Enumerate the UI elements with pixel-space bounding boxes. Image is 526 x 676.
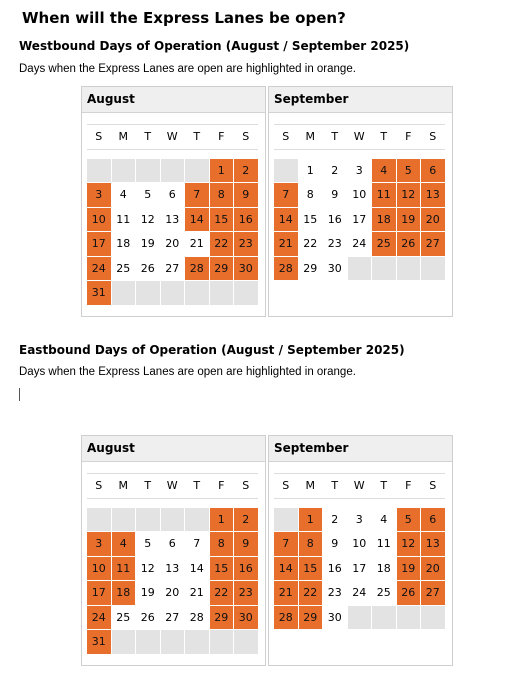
open-day-cell: 12 bbox=[396, 183, 421, 208]
month-title: September bbox=[269, 436, 452, 462]
empty-day-cell bbox=[136, 630, 161, 655]
empty-day-cell bbox=[136, 158, 161, 183]
open-day-cell: 18 bbox=[111, 581, 136, 606]
open-day-cell: 31 bbox=[87, 630, 112, 655]
open-day-cell: 22 bbox=[209, 232, 234, 257]
calendar-grid bbox=[273, 124, 446, 281]
open-day-cell: 29 bbox=[209, 605, 234, 630]
open-day-cell: 23 bbox=[234, 581, 259, 606]
closed-day-cell: 3 bbox=[347, 158, 372, 183]
open-day-cell: 28 bbox=[274, 605, 299, 630]
closed-day-cell: 4 bbox=[111, 183, 136, 208]
weekday-header: T bbox=[372, 474, 397, 499]
closed-day-cell: 24 bbox=[347, 581, 372, 606]
weekday-header: F bbox=[209, 125, 234, 150]
open-day-cell: 30 bbox=[234, 605, 259, 630]
open-day-cell: 26 bbox=[396, 581, 421, 606]
open-day-cell: 14 bbox=[274, 207, 299, 232]
open-day-cell: 19 bbox=[396, 556, 421, 581]
open-day-cell: 24 bbox=[87, 605, 112, 630]
open-day-cell: 27 bbox=[421, 581, 446, 606]
closed-day-cell: 10 bbox=[347, 183, 372, 208]
open-day-cell: 17 bbox=[87, 232, 112, 257]
empty-day-cell bbox=[136, 507, 161, 532]
open-day-cell: 15 bbox=[298, 556, 323, 581]
open-day-cell: 13 bbox=[421, 183, 446, 208]
open-day-cell: 6 bbox=[421, 158, 446, 183]
weekday-header: W bbox=[347, 125, 372, 150]
empty-day-cell bbox=[347, 256, 372, 281]
closed-day-cell: 15 bbox=[298, 207, 323, 232]
calendar-grid bbox=[86, 124, 259, 306]
weekday-header: S bbox=[274, 125, 299, 150]
open-day-cell: 15 bbox=[209, 207, 234, 232]
closed-day-cell: 25 bbox=[111, 605, 136, 630]
open-day-cell: 8 bbox=[209, 183, 234, 208]
closed-day-cell: 2 bbox=[323, 158, 348, 183]
weekday-header: F bbox=[396, 125, 421, 150]
open-day-cell: 11 bbox=[372, 183, 397, 208]
closed-day-cell: 23 bbox=[323, 581, 348, 606]
closed-day-cell: 25 bbox=[372, 581, 397, 606]
empty-day-cell bbox=[111, 281, 136, 306]
empty-day-cell bbox=[421, 256, 446, 281]
open-day-cell: 1 bbox=[209, 507, 234, 532]
closed-day-cell: 30 bbox=[323, 256, 348, 281]
open-day-cell: 16 bbox=[234, 207, 259, 232]
empty-day-cell bbox=[111, 630, 136, 655]
empty-day-cell bbox=[209, 630, 234, 655]
closed-day-cell: 10 bbox=[347, 532, 372, 557]
weekday-header: W bbox=[160, 125, 185, 150]
closed-day-cell: 27 bbox=[160, 605, 185, 630]
empty-day-cell bbox=[234, 630, 259, 655]
open-day-cell: 5 bbox=[396, 158, 421, 183]
weekday-header: T bbox=[372, 125, 397, 150]
westbound-august-calendar bbox=[81, 86, 266, 317]
empty-day-cell bbox=[185, 507, 210, 532]
open-day-cell: 6 bbox=[421, 507, 446, 532]
weekday-header: T bbox=[136, 125, 161, 150]
empty-day-cell bbox=[87, 507, 112, 532]
closed-day-cell: 21 bbox=[185, 232, 210, 257]
weekday-header: M bbox=[298, 125, 323, 150]
eastbound-september-calendar bbox=[268, 435, 453, 666]
closed-day-cell: 29 bbox=[298, 256, 323, 281]
weekday-header: M bbox=[111, 125, 136, 150]
closed-day-cell: 11 bbox=[372, 532, 397, 557]
open-day-cell: 18 bbox=[372, 207, 397, 232]
closed-day-cell: 3 bbox=[347, 507, 372, 532]
empty-day-cell bbox=[185, 158, 210, 183]
closed-day-cell: 26 bbox=[136, 605, 161, 630]
closed-day-cell: 6 bbox=[160, 183, 185, 208]
empty-day-cell bbox=[160, 507, 185, 532]
closed-day-cell: 20 bbox=[160, 232, 185, 257]
closed-day-cell: 21 bbox=[185, 581, 210, 606]
open-day-cell: 13 bbox=[421, 532, 446, 557]
open-day-cell: 4 bbox=[111, 532, 136, 557]
empty-day-cell bbox=[87, 158, 112, 183]
empty-day-cell bbox=[160, 281, 185, 306]
open-day-cell: 7 bbox=[274, 532, 299, 557]
open-day-cell: 20 bbox=[421, 207, 446, 232]
westbound-september-calendar bbox=[268, 86, 453, 317]
empty-day-cell bbox=[111, 158, 136, 183]
text-cursor bbox=[19, 388, 20, 401]
closed-day-cell: 25 bbox=[111, 256, 136, 281]
open-day-cell: 16 bbox=[234, 556, 259, 581]
closed-day-cell: 12 bbox=[136, 207, 161, 232]
open-day-cell: 9 bbox=[234, 532, 259, 557]
open-day-cell: 7 bbox=[185, 183, 210, 208]
empty-day-cell bbox=[234, 281, 259, 306]
open-day-cell: 15 bbox=[209, 556, 234, 581]
empty-day-cell bbox=[347, 605, 372, 630]
month-title: August bbox=[82, 436, 265, 462]
month-title: September bbox=[269, 87, 452, 113]
empty-day-cell bbox=[160, 630, 185, 655]
closed-day-cell: 16 bbox=[323, 556, 348, 581]
empty-day-cell bbox=[274, 158, 299, 183]
weekday-header: T bbox=[185, 125, 210, 150]
open-day-cell: 28 bbox=[185, 256, 210, 281]
open-day-cell: 29 bbox=[209, 256, 234, 281]
open-day-cell: 3 bbox=[87, 532, 112, 557]
closed-day-cell: 18 bbox=[372, 556, 397, 581]
closed-day-cell: 22 bbox=[298, 232, 323, 257]
open-day-cell: 7 bbox=[274, 183, 299, 208]
closed-day-cell: 13 bbox=[160, 207, 185, 232]
weekday-header: W bbox=[160, 474, 185, 499]
closed-day-cell: 9 bbox=[323, 183, 348, 208]
open-day-cell: 23 bbox=[234, 232, 259, 257]
empty-day-cell bbox=[274, 507, 299, 532]
closed-day-cell: 30 bbox=[323, 605, 348, 630]
open-day-cell: 19 bbox=[396, 207, 421, 232]
open-day-cell: 11 bbox=[111, 556, 136, 581]
closed-day-cell: 24 bbox=[347, 232, 372, 257]
closed-day-cell: 7 bbox=[185, 532, 210, 557]
closed-day-cell: 11 bbox=[111, 207, 136, 232]
weekday-header: T bbox=[323, 474, 348, 499]
open-day-cell: 14 bbox=[185, 207, 210, 232]
open-day-cell: 30 bbox=[234, 256, 259, 281]
closed-day-cell: 17 bbox=[347, 207, 372, 232]
open-day-cell: 24 bbox=[87, 256, 112, 281]
calendar-grid bbox=[273, 473, 446, 630]
closed-day-cell: 4 bbox=[372, 507, 397, 532]
closed-day-cell: 5 bbox=[136, 183, 161, 208]
weekday-header: M bbox=[298, 474, 323, 499]
westbound-heading: Westbound Days of Operation (August / September 2025) bbox=[19, 39, 410, 53]
open-day-cell: 22 bbox=[209, 581, 234, 606]
open-day-cell: 1 bbox=[298, 507, 323, 532]
empty-day-cell bbox=[160, 158, 185, 183]
empty-day-cell bbox=[111, 507, 136, 532]
closed-day-cell: 26 bbox=[136, 256, 161, 281]
open-day-cell: 25 bbox=[372, 232, 397, 257]
closed-day-cell: 19 bbox=[136, 232, 161, 257]
closed-day-cell: 23 bbox=[323, 232, 348, 257]
closed-day-cell: 12 bbox=[136, 556, 161, 581]
empty-day-cell bbox=[372, 256, 397, 281]
closed-day-cell: 20 bbox=[160, 581, 185, 606]
open-day-cell: 31 bbox=[87, 281, 112, 306]
open-day-cell: 28 bbox=[274, 256, 299, 281]
empty-day-cell bbox=[185, 630, 210, 655]
weekday-header: T bbox=[185, 474, 210, 499]
open-day-cell: 8 bbox=[209, 532, 234, 557]
closed-day-cell: 5 bbox=[136, 532, 161, 557]
open-day-cell: 9 bbox=[234, 183, 259, 208]
weekday-header: S bbox=[421, 474, 446, 499]
open-day-cell: 22 bbox=[298, 581, 323, 606]
open-day-cell: 27 bbox=[421, 232, 446, 257]
weekday-header: T bbox=[136, 474, 161, 499]
open-day-cell: 8 bbox=[298, 532, 323, 557]
weekday-header: S bbox=[87, 125, 112, 150]
open-day-cell: 29 bbox=[298, 605, 323, 630]
closed-day-cell: 9 bbox=[323, 532, 348, 557]
weekday-header: M bbox=[111, 474, 136, 499]
month-title: August bbox=[82, 87, 265, 113]
open-day-cell: 21 bbox=[274, 232, 299, 257]
weekday-header: W bbox=[347, 474, 372, 499]
westbound-note: Days when the Express Lanes are open are highlighted in orange. bbox=[19, 63, 356, 75]
eastbound-note: Days when the Express Lanes are open are highlighted in orange. bbox=[19, 366, 356, 378]
closed-day-cell: 18 bbox=[111, 232, 136, 257]
open-day-cell: 4 bbox=[372, 158, 397, 183]
closed-day-cell: 13 bbox=[160, 556, 185, 581]
closed-day-cell: 28 bbox=[185, 605, 210, 630]
open-day-cell: 17 bbox=[87, 581, 112, 606]
weekday-header: S bbox=[234, 474, 259, 499]
closed-day-cell: 27 bbox=[160, 256, 185, 281]
weekday-header: S bbox=[234, 125, 259, 150]
open-day-cell: 3 bbox=[87, 183, 112, 208]
open-day-cell: 2 bbox=[234, 158, 259, 183]
page-title: When will the Express Lanes be open? bbox=[22, 9, 346, 27]
empty-day-cell bbox=[396, 256, 421, 281]
weekday-header: S bbox=[87, 474, 112, 499]
eastbound-heading: Eastbound Days of Operation (August / September 2025) bbox=[19, 343, 405, 357]
open-day-cell: 14 bbox=[274, 556, 299, 581]
closed-day-cell: 1 bbox=[298, 158, 323, 183]
closed-day-cell: 2 bbox=[323, 507, 348, 532]
open-day-cell: 10 bbox=[87, 556, 112, 581]
empty-day-cell bbox=[136, 281, 161, 306]
weekday-header: S bbox=[421, 125, 446, 150]
closed-day-cell: 6 bbox=[160, 532, 185, 557]
empty-day-cell bbox=[185, 281, 210, 306]
empty-day-cell bbox=[209, 281, 234, 306]
open-day-cell: 5 bbox=[396, 507, 421, 532]
weekday-header: F bbox=[396, 474, 421, 499]
open-day-cell: 20 bbox=[421, 556, 446, 581]
open-day-cell: 21 bbox=[274, 581, 299, 606]
empty-day-cell bbox=[421, 605, 446, 630]
open-day-cell: 10 bbox=[87, 207, 112, 232]
closed-day-cell: 14 bbox=[185, 556, 210, 581]
open-day-cell: 26 bbox=[396, 232, 421, 257]
calendar-grid bbox=[86, 473, 259, 655]
weekday-header: S bbox=[274, 474, 299, 499]
weekday-header: T bbox=[323, 125, 348, 150]
closed-day-cell: 17 bbox=[347, 556, 372, 581]
eastbound-august-calendar bbox=[81, 435, 266, 666]
empty-day-cell bbox=[396, 605, 421, 630]
open-day-cell: 12 bbox=[396, 532, 421, 557]
empty-day-cell bbox=[372, 605, 397, 630]
closed-day-cell: 19 bbox=[136, 581, 161, 606]
open-day-cell: 1 bbox=[209, 158, 234, 183]
closed-day-cell: 8 bbox=[298, 183, 323, 208]
closed-day-cell: 16 bbox=[323, 207, 348, 232]
weekday-header: F bbox=[209, 474, 234, 499]
open-day-cell: 2 bbox=[234, 507, 259, 532]
